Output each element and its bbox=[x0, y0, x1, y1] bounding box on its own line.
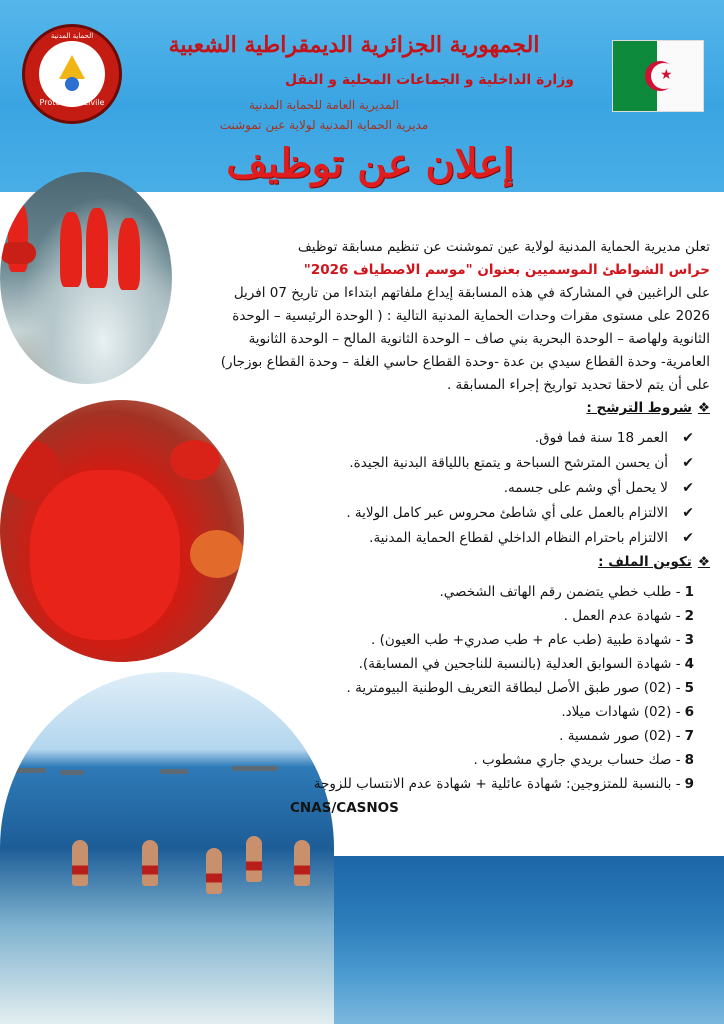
document-item: 3- شهادة طبية (طب عام + طب صدري+ طب العيون) . bbox=[370, 632, 694, 648]
wilaya-directorate: مديرية الحماية المدنية لولاية عين تموشنت bbox=[219, 118, 429, 132]
header-banner bbox=[0, 0, 724, 192]
emblem-top-text: الحماية المدنية bbox=[50, 32, 94, 40]
document-item: 8- صك حساب بريدي جاري مشطوب . bbox=[473, 752, 694, 768]
condition-item: ✔ أن يحسن المترشح السباحة و يتمتع باللياقة البدنية الجيدة. bbox=[200, 451, 710, 476]
announcement-body bbox=[200, 236, 710, 820]
intro-line: تعلن مديرية الحماية المدنية لولاية عين تموشنت عن تنظيم مسابقة توظيف bbox=[297, 239, 710, 255]
conditions-title: ❖شروط الترشح : bbox=[586, 400, 710, 416]
document-item: 4- شهادة السوابق العدلية (بالنسبة للناجحين في المسابقة). bbox=[358, 656, 694, 672]
document-item: 7- (02) صور شمسية . bbox=[559, 728, 694, 744]
lifeguards-running-photo bbox=[0, 172, 172, 384]
civil-protection-emblem-icon bbox=[22, 24, 122, 124]
conditions-list bbox=[200, 426, 710, 551]
check-icon: ✔ bbox=[682, 430, 694, 446]
condition-item: ✔ العمر 18 سنة فما فوق. bbox=[200, 426, 710, 451]
republic-heading: الجمهورية الجزائرية الديمقراطية الشعبية bbox=[168, 32, 540, 58]
check-icon: ✔ bbox=[682, 455, 694, 471]
document-item: 5- (02) صور طبق الأصل لبطاقة التعريف الوطنية البيومترية . bbox=[346, 680, 694, 696]
algeria-flag-icon: ★ bbox=[612, 40, 704, 112]
announcement-title: إعلان عن توظيف bbox=[226, 140, 514, 187]
documents-list bbox=[200, 580, 710, 820]
diamond-bullet-icon: ❖ bbox=[697, 400, 710, 416]
intro-highlight: حراس الشواطئ الموسميين بعنوان "موسم الاصطياف 2026" bbox=[303, 262, 710, 278]
emblem-bottom-text: Protection Civile bbox=[39, 98, 105, 107]
check-icon: ✔ bbox=[682, 480, 694, 496]
intro-paragraph: على الراغبين في المشاركة في هذه المسابقة إيداع ملفاتهم ابتداءا من تاريخ 07 افريل 2026 على مستوى مقرات وحدات الحماية المدنية التالية : ( الوحدة الرئيسية – الوحدة الثانوية ولهاصة – الوحدة البحرية بني صاف – الوحدة الثانوية المالح – الوحدة الثانوية العامرية- وحدة القطاع سيدي بن عدة -وحدة القطاع حاسي الغلة – وحدة القطاع بوزجار) على أن يتم لاحقا تحديد تواريخ إجراء المسابقة . bbox=[220, 285, 710, 393]
document-extra: CNAS/CASNOS bbox=[290, 800, 399, 816]
condition-item: ✔ لا يحمل أي وشم على جسمه. bbox=[200, 476, 710, 501]
documents-title: ❖تكوين الملف : bbox=[598, 554, 710, 570]
document-item: 6- (02) شهادات ميلاد. bbox=[561, 704, 694, 720]
condition-item: ✔ الالتزام بالعمل على أي شاطئ محروس عبر كامل الولاية . bbox=[200, 501, 710, 526]
condition-item: ✔ الالتزام باحترام النظام الداخلي لقطاع الحماية المدنية. bbox=[200, 526, 710, 551]
document-item: 2- شهادة عدم العمل . bbox=[563, 608, 694, 624]
general-directorate: المديرية العامة للحماية المدنية bbox=[248, 98, 400, 112]
ministry-heading: وزارة الداخلية و الجماعات المحلية و النقل bbox=[285, 72, 574, 88]
document-item: 1- طلب خطي يتضمن رقم الهاتف الشخصي. bbox=[439, 584, 694, 600]
diamond-bullet-icon: ❖ bbox=[697, 554, 710, 570]
check-icon: ✔ bbox=[682, 530, 694, 546]
check-icon: ✔ bbox=[682, 505, 694, 521]
document-item: 9- بالنسبة للمتزوجين: شهادة عائلية + شهادة عدم الانتساب للزوجة bbox=[313, 776, 694, 792]
